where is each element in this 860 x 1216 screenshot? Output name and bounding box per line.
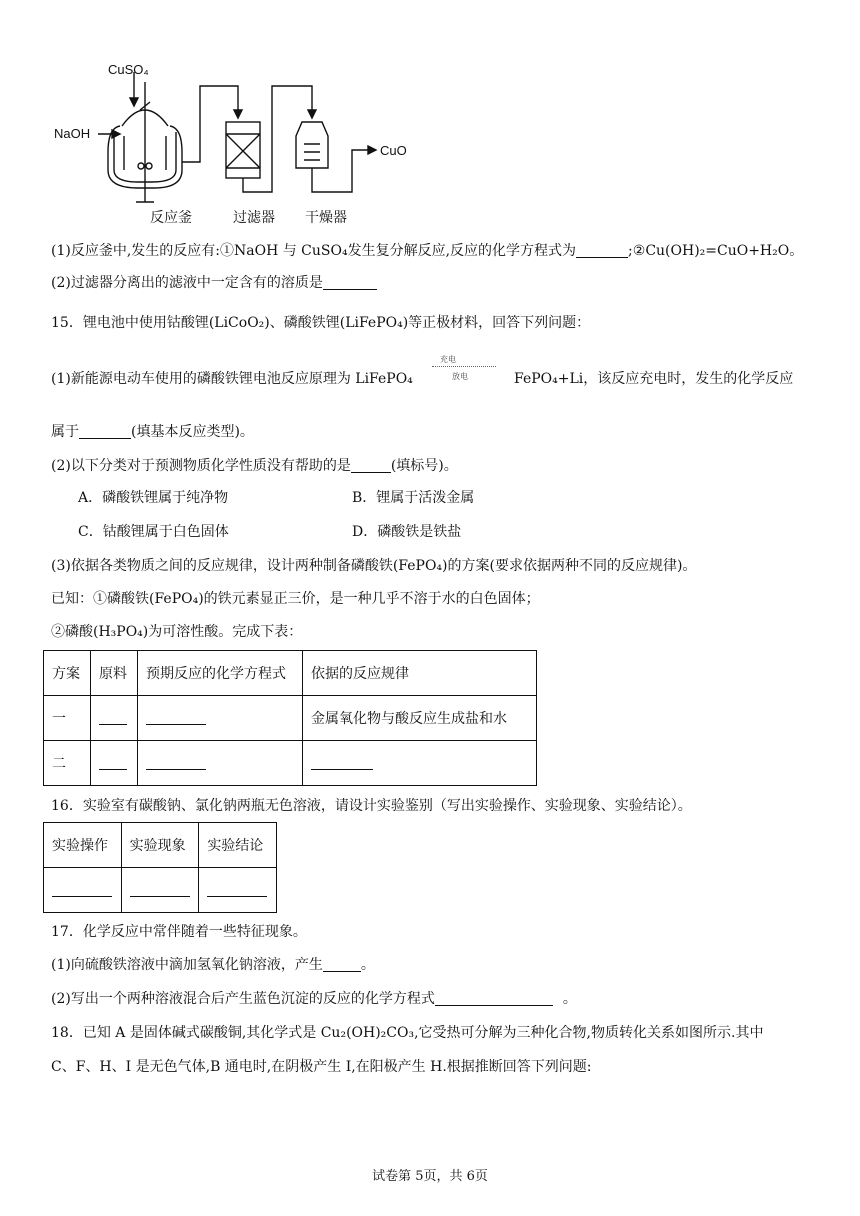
answer-blank[interactable] [323, 275, 377, 290]
q15-part3: (3)依据各类物质之间的反应规律，设计两种制备磷酸铁(FePO₄)的方案(要求依据两种不同的反应规律)。 [51, 558, 697, 574]
q18-line1: 18．已知 A 是固体碱式碳酸铜,其化学式是 Cu₂(OH)₂CO₃,它受热可分解为三种化合物,物质转化关系如图所示.其中 [51, 1025, 764, 1041]
table-cell[interactable] [44, 868, 122, 913]
table-header: 实验操作 [44, 823, 122, 868]
table-cell[interactable] [303, 741, 537, 786]
filter-label: 过滤器 [233, 210, 275, 226]
answer-blank[interactable] [311, 755, 373, 770]
reversible-arrow [432, 366, 496, 367]
table-header: 原料 [91, 651, 138, 696]
answer-blank[interactable] [52, 882, 112, 897]
q17-stem: 17．化学反应中常伴随着一些特征现象。 [51, 924, 307, 940]
q15-stem: 15．锂电池中使用钴酸锂(LiCoO₂)、磷酸铁锂(LiFePO₄)等正极材料，回答下列问题： [51, 315, 591, 331]
dryer-body [296, 122, 328, 168]
reversible-arrow-bottom: 放电 [452, 372, 468, 381]
table-header-row [44, 651, 537, 696]
process-flow-svg [50, 52, 430, 228]
q17-part2: (2)写出一个两种溶液混合后产生蓝色沉淀的反应的化学方程式 。 [51, 991, 577, 1007]
table-header: 实验现象 [121, 823, 199, 868]
page-footer: 试卷第 5页，共 6页 [372, 1169, 488, 1184]
answer-blank[interactable] [130, 882, 190, 897]
table-cell: 金属氧化物与酸反应生成盐和水 [303, 696, 537, 741]
process-flow-diagram [50, 52, 430, 228]
table-cell[interactable] [138, 696, 303, 741]
option-c[interactable]: C．钴酸锂属于白色固体 [78, 524, 229, 540]
option-d[interactable]: D．磷酸铁是铁盐 [352, 524, 462, 540]
option-a[interactable]: A．磷酸铁锂属于纯净物 [78, 490, 229, 506]
reactor-label: 反应釜 [150, 210, 192, 226]
answer-blank[interactable] [576, 243, 628, 258]
table-header: 方案 [44, 651, 91, 696]
q15-part1: (1)新能源电动车使用的磷酸铁锂电池反应原理为 LiFePO₄ [51, 371, 413, 387]
table-header-row [44, 823, 277, 868]
q15-known2: ②磷酸(H₃PO₄)为可溶性酸。完成下表： [51, 624, 303, 640]
answer-blank[interactable] [207, 882, 267, 897]
answer-blank[interactable] [351, 458, 391, 473]
q17-part1: (1)向硫酸铁溶液中滴加氢氧化钠溶液，产生 。 [51, 957, 375, 973]
q14-part2: (2)过滤器分离出的滤液中一定含有的溶质是 [51, 273, 377, 293]
naoh-label: NaOH [54, 126, 91, 141]
q15-plan-table [43, 650, 537, 786]
q15-part1-cont: FePO₄+Li，该反应充电时，发生的化学反应 [514, 371, 794, 387]
table-header: 实验结论 [199, 823, 277, 868]
q15-part1-end: 属于 (填基本反应类型)。 [51, 424, 254, 440]
answer-blank[interactable] [146, 755, 206, 770]
table-cell: 二 [44, 741, 91, 786]
reversible-arrow-top: 充电 [440, 355, 456, 364]
table-header: 依据的反应规律 [303, 651, 537, 696]
table-cell[interactable] [91, 696, 138, 741]
table-cell: 一 [44, 696, 91, 741]
table-header: 预期反应的化学方程式 [138, 651, 303, 696]
answer-blank[interactable] [435, 991, 553, 1006]
cuo-label: CuO [380, 143, 407, 158]
answer-blank[interactable] [323, 957, 361, 972]
table-cell[interactable] [91, 741, 138, 786]
dryer-label: 干燥器 [305, 210, 347, 226]
q16-stem: 16．实验室有碳酸钠、氯化钠两瓶无色溶液，请设计实验鉴别（写出实验操作、实验现象、实验结论）。 [51, 798, 692, 814]
table-row [44, 868, 277, 913]
answer-blank[interactable] [146, 710, 206, 725]
cuso4-label: CuSO₄ [108, 62, 149, 77]
q14-part1: (1)反应釜中,发生的反应有:①NaOH 与 CuSO₄发生复分解反应,反应的化学方程式为 ;②Cu(OH)₂=CuO+H₂O。 [51, 243, 804, 259]
q15-part2: (2)以下分类对于预测物质化学性质没有帮助的是 (填标号)。 [51, 458, 458, 474]
answer-blank[interactable] [99, 755, 127, 770]
table-row [44, 741, 537, 786]
table-cell[interactable] [199, 868, 277, 913]
answer-blank[interactable] [79, 424, 131, 439]
table-cell[interactable] [121, 868, 199, 913]
filter-box [226, 122, 260, 178]
table-row [44, 696, 537, 741]
q16-experiment-table [43, 822, 277, 913]
q15-known1: 已知：①磷酸铁(FePO₄)的铁元素显正三价，是一种几乎不溶于水的白色固体； [51, 591, 540, 607]
option-b[interactable]: B．锂属于活泼金属 [352, 490, 475, 506]
answer-blank[interactable] [99, 710, 127, 725]
table-cell[interactable] [138, 741, 303, 786]
q18-line2: C、F、H、I 是无色气体,B 通电时,在阴极产生 I,在阳极产生 H.根据推断回答下列问题: [51, 1059, 592, 1075]
